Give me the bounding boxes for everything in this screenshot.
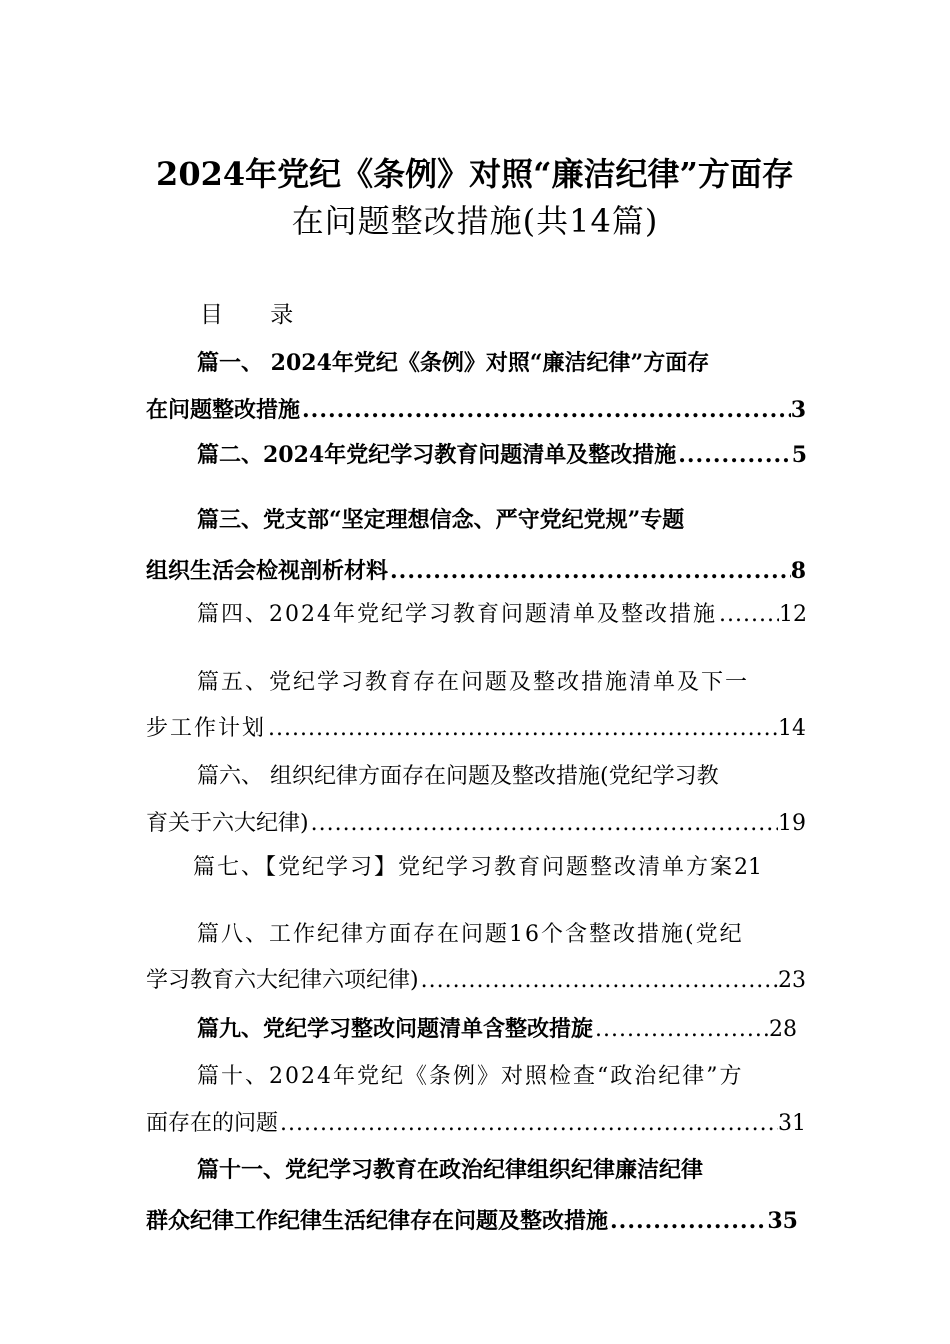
toc-entry-9-page: 28 xyxy=(769,1017,797,1042)
toc-entry-1-title-end: 在问题整改措施 xyxy=(146,397,301,423)
toc-entry-3-page: 8 xyxy=(790,558,806,584)
dot-leader xyxy=(388,556,791,586)
toc-entry-2-page: 5 xyxy=(791,442,807,468)
toc-entry-6-line-2[interactable] xyxy=(146,809,806,839)
dot-leader xyxy=(593,1015,769,1045)
toc-entry-7-page: 21 xyxy=(734,855,763,880)
toc-entry-10-line-2[interactable] xyxy=(146,1109,806,1139)
toc-entry-1-line-2[interactable] xyxy=(146,395,806,425)
dot-leader xyxy=(266,714,778,744)
dot-leader xyxy=(278,1109,778,1139)
toc-entry-9-title: 篇九、党纪学习整改问题清单含整改措旋 xyxy=(197,1016,594,1042)
toc-entry-8-line-1[interactable]: 篇八、工作纪律方面存在问题16个含整改措施(党纪 xyxy=(197,922,744,947)
toc-entry-10-page: 31 xyxy=(778,1111,806,1136)
toc-entry-5-line-1[interactable]: 篇五、党纪学习教育存在问题及整改措施清单及下一 xyxy=(197,670,750,695)
dot-leader xyxy=(608,1206,767,1236)
toc-entry-5-page: 14 xyxy=(778,716,806,741)
document-title-line-2: 在问题整改措施(共14篇) xyxy=(291,202,659,240)
toc-entry-5-title-end: 步工作计划 xyxy=(146,716,267,741)
toc-entry-10-line-1[interactable]: 篇十、2024年党纪《条例》对照检查“政治纪律”方 xyxy=(197,1064,744,1089)
toc-entry-1-line-1[interactable]: 篇一、 2024年党纪《条例》对照“廉洁纪律”方面存 xyxy=(197,350,710,376)
toc-entry-8-line-2[interactable] xyxy=(146,966,806,996)
dot-leader xyxy=(309,809,778,839)
toc-entry-6-line-1[interactable]: 篇六、 组织纪律方面存在问题及整改措施(党纪学习教 xyxy=(197,764,719,789)
dot-leader xyxy=(717,600,779,630)
toc-entry-6-page: 19 xyxy=(778,811,806,836)
toc-entry-9[interactable] xyxy=(197,1014,797,1045)
toc-entry-2[interactable] xyxy=(197,440,807,470)
toc-entry-11-line-1[interactable]: 篇十一、党纪学习教育在政治纪律组织纪律廉洁纪律 xyxy=(197,1157,704,1183)
toc-entry-4-page: 12 xyxy=(779,602,807,627)
toc-entry-7-title: 篇七、【党纪学习】党纪学习教育问题整改清单方案 xyxy=(193,855,735,880)
toc-entry-11-page: 35 xyxy=(767,1208,798,1234)
toc-entry-1-page: 3 xyxy=(790,397,806,423)
toc-entry-3-title-end: 组织生活会检视剖析材料 xyxy=(146,558,389,584)
toc-heading: 目 录 xyxy=(200,302,314,328)
dot-leader xyxy=(676,440,791,470)
dot-leader xyxy=(419,966,778,996)
toc-entry-3-line-1[interactable]: 篇三、党支部“坚定理想信念、严守党纪党规”专题 xyxy=(197,507,685,533)
toc-entry-11-title-end: 群众纪律工作纪律生活纪律存在问题及整改措施 xyxy=(146,1208,609,1234)
toc-entry-2-title: 篇二、2024年党纪学习教育问题清单及整改措施 xyxy=(197,442,677,468)
toc-entry-4[interactable] xyxy=(197,600,807,630)
toc-entry-7[interactable] xyxy=(193,853,818,883)
toc-entry-4-title: 篇四、2024年党纪学习教育问题清单及整改措施 xyxy=(197,602,717,627)
toc-entry-3-line-2[interactable] xyxy=(146,556,806,586)
toc-entry-6-title-end: 育关于六大纪律) xyxy=(146,811,309,836)
toc-entry-8-title-end: 学习教育六大纪律六项纪律) xyxy=(146,968,419,993)
toc-entry-5-line-2[interactable] xyxy=(146,714,806,744)
document-title-line-1: 2024年党纪《条例》对照“廉洁纪律”方面存 xyxy=(156,155,794,193)
toc-entry-11-line-2[interactable] xyxy=(146,1206,798,1236)
toc-entry-10-title-end: 面存在的问题 xyxy=(146,1111,279,1136)
dot-leader xyxy=(300,395,791,425)
toc-entry-8-page: 23 xyxy=(778,968,806,993)
